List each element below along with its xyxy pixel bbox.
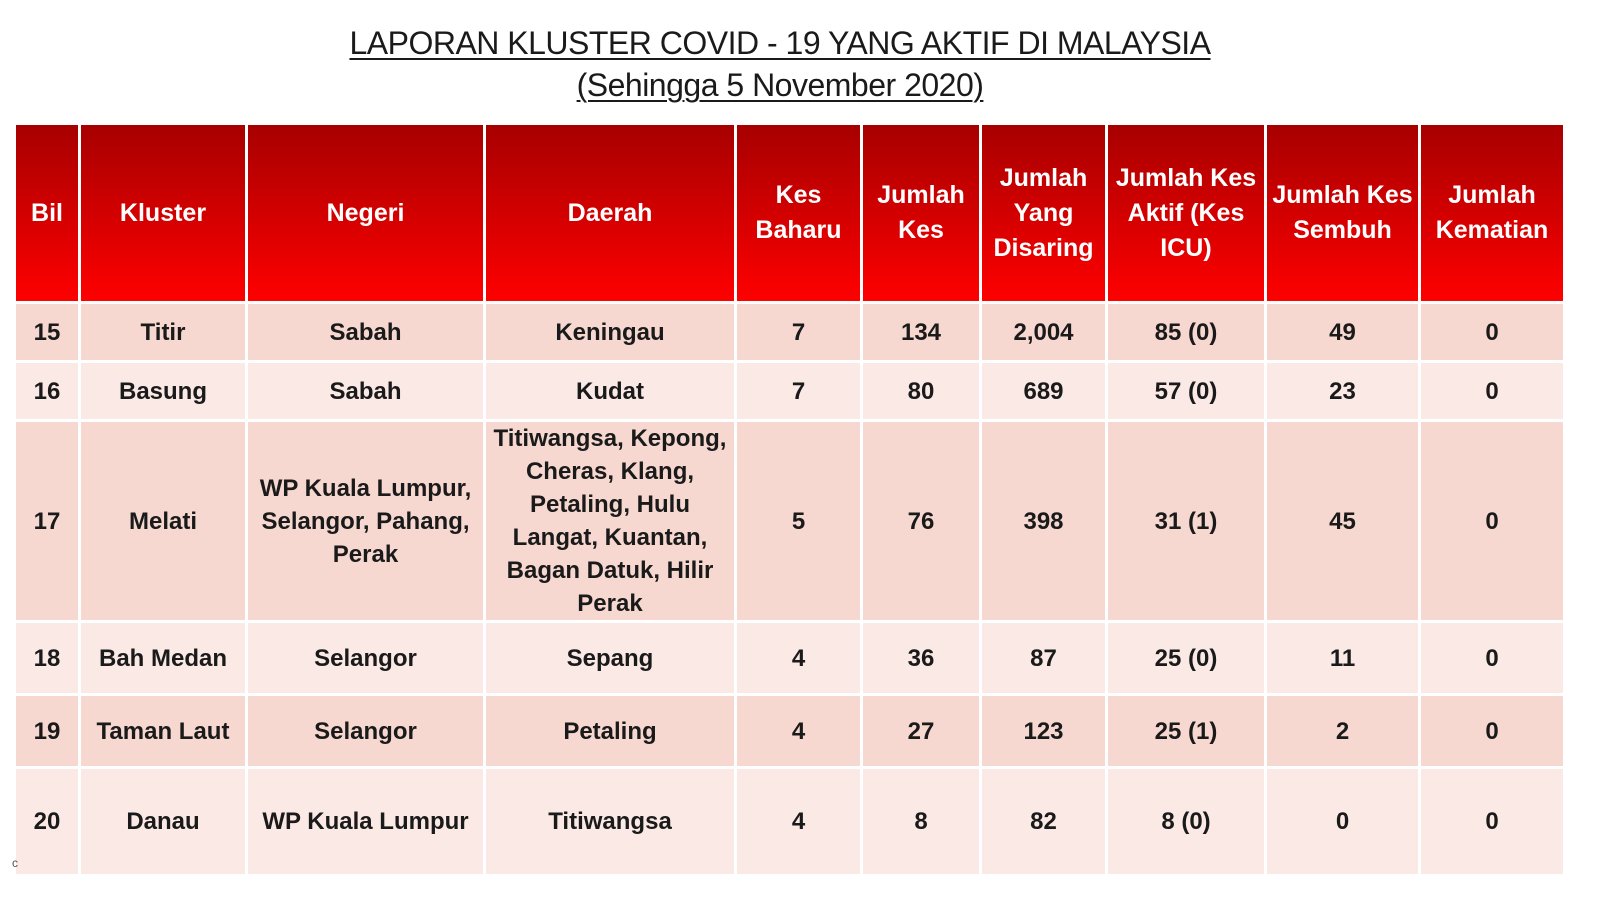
cell-negeri: Sabah (248, 304, 483, 360)
cell-jumlah-disaring: 87 (982, 623, 1105, 693)
cell-jumlah-kes-aktif: 31 (1) (1108, 422, 1264, 620)
cluster-table (13, 122, 1566, 877)
cell-jumlah-kes-aktif: 8 (0) (1108, 769, 1264, 874)
header-jumlah-sembuh: Jumlah Kes Sembuh (1267, 125, 1418, 301)
cell-jumlah-kematian: 0 (1421, 769, 1563, 874)
cell-negeri: WP Kuala Lumpur, Selangor, Pahang, Perak (248, 422, 483, 620)
cell-jumlah-kes: 80 (863, 363, 979, 419)
cell-bil: 17 (16, 422, 78, 620)
corner-mark: c (12, 856, 18, 870)
report-title (0, 22, 1560, 106)
report-title-line-2: (Sehingga 5 November 2020) (576, 67, 984, 103)
cell-jumlah-disaring: 82 (982, 769, 1105, 874)
cell-jumlah-kes-aktif: 85 (0) (1108, 304, 1264, 360)
cell-kes-baharu: 4 (737, 623, 860, 693)
cell-jumlah-sembuh: 11 (1267, 623, 1418, 693)
cell-jumlah-sembuh: 0 (1267, 769, 1418, 874)
cell-bil: 18 (16, 623, 78, 693)
cell-jumlah-disaring: 689 (982, 363, 1105, 419)
table-header-row (16, 125, 1563, 301)
cell-kluster: Basung (81, 363, 245, 419)
cell-kluster: Titir (81, 304, 245, 360)
table-row (16, 304, 1563, 360)
cell-bil: 15 (16, 304, 78, 360)
cell-jumlah-kematian: 0 (1421, 696, 1563, 766)
header-bil: Bil (16, 125, 78, 301)
header-negeri: Negeri (248, 125, 483, 301)
cell-daerah: Keningau (486, 304, 734, 360)
header-jumlah-kes: Jumlah Kes (863, 125, 979, 301)
header-daerah: Daerah (486, 125, 734, 301)
cell-negeri: Sabah (248, 363, 483, 419)
table-row (16, 696, 1563, 766)
cell-jumlah-kes: 36 (863, 623, 979, 693)
cell-jumlah-kematian: 0 (1421, 623, 1563, 693)
table-row (16, 422, 1563, 620)
header-jumlah-kes-aktif: Jumlah Kes Aktif (Kes ICU) (1108, 125, 1264, 301)
cell-daerah: Sepang (486, 623, 734, 693)
cell-jumlah-disaring: 398 (982, 422, 1105, 620)
cell-kluster: Taman Laut (81, 696, 245, 766)
cell-jumlah-kes: 76 (863, 422, 979, 620)
cell-kes-baharu: 7 (737, 363, 860, 419)
cell-jumlah-disaring: 2,004 (982, 304, 1105, 360)
table-row (16, 363, 1563, 419)
cell-daerah: Titiwangsa, Kepong, Cheras, Klang, Petaling, Hulu Langat, Kuantan, Bagan Datuk, Hilir Perak (486, 422, 734, 620)
cell-negeri: Selangor (248, 623, 483, 693)
cell-daerah: Kudat (486, 363, 734, 419)
cell-kluster: Danau (81, 769, 245, 874)
report-title-line-1: LAPORAN KLUSTER COVID - 19 YANG AKTIF DI MALAYSIA (349, 25, 1211, 61)
header-jumlah-disaring: Jumlah Yang Disaring (982, 125, 1105, 301)
cell-bil: 16 (16, 363, 78, 419)
header-kluster: Kluster (81, 125, 245, 301)
cell-jumlah-disaring: 123 (982, 696, 1105, 766)
cell-jumlah-sembuh: 2 (1267, 696, 1418, 766)
cell-jumlah-kes-aktif: 25 (1) (1108, 696, 1264, 766)
cell-daerah: Titiwangsa (486, 769, 734, 874)
cell-jumlah-kes: 134 (863, 304, 979, 360)
cell-kluster: Bah Medan (81, 623, 245, 693)
cell-kes-baharu: 7 (737, 304, 860, 360)
cell-kes-baharu: 5 (737, 422, 860, 620)
cell-daerah: Petaling (486, 696, 734, 766)
header-jumlah-kematian: Jumlah Kematian (1421, 125, 1563, 301)
cell-negeri: WP Kuala Lumpur (248, 769, 483, 874)
cluster-table-container (16, 125, 1560, 874)
cell-kes-baharu: 4 (737, 769, 860, 874)
cell-jumlah-sembuh: 49 (1267, 304, 1418, 360)
cell-kluster: Melati (81, 422, 245, 620)
cell-jumlah-kes: 27 (863, 696, 979, 766)
header-kes-baharu: Kes Baharu (737, 125, 860, 301)
cell-jumlah-sembuh: 45 (1267, 422, 1418, 620)
cell-jumlah-kematian: 0 (1421, 304, 1563, 360)
table-row (16, 623, 1563, 693)
cell-jumlah-kes: 8 (863, 769, 979, 874)
cell-jumlah-kematian: 0 (1421, 422, 1563, 620)
cell-jumlah-kematian: 0 (1421, 363, 1563, 419)
table-row (16, 769, 1563, 874)
cell-jumlah-sembuh: 23 (1267, 363, 1418, 419)
cell-negeri: Selangor (248, 696, 483, 766)
cell-jumlah-kes-aktif: 25 (0) (1108, 623, 1264, 693)
cell-bil: 20 (16, 769, 78, 874)
cell-kes-baharu: 4 (737, 696, 860, 766)
cell-bil: 19 (16, 696, 78, 766)
cell-jumlah-kes-aktif: 57 (0) (1108, 363, 1264, 419)
